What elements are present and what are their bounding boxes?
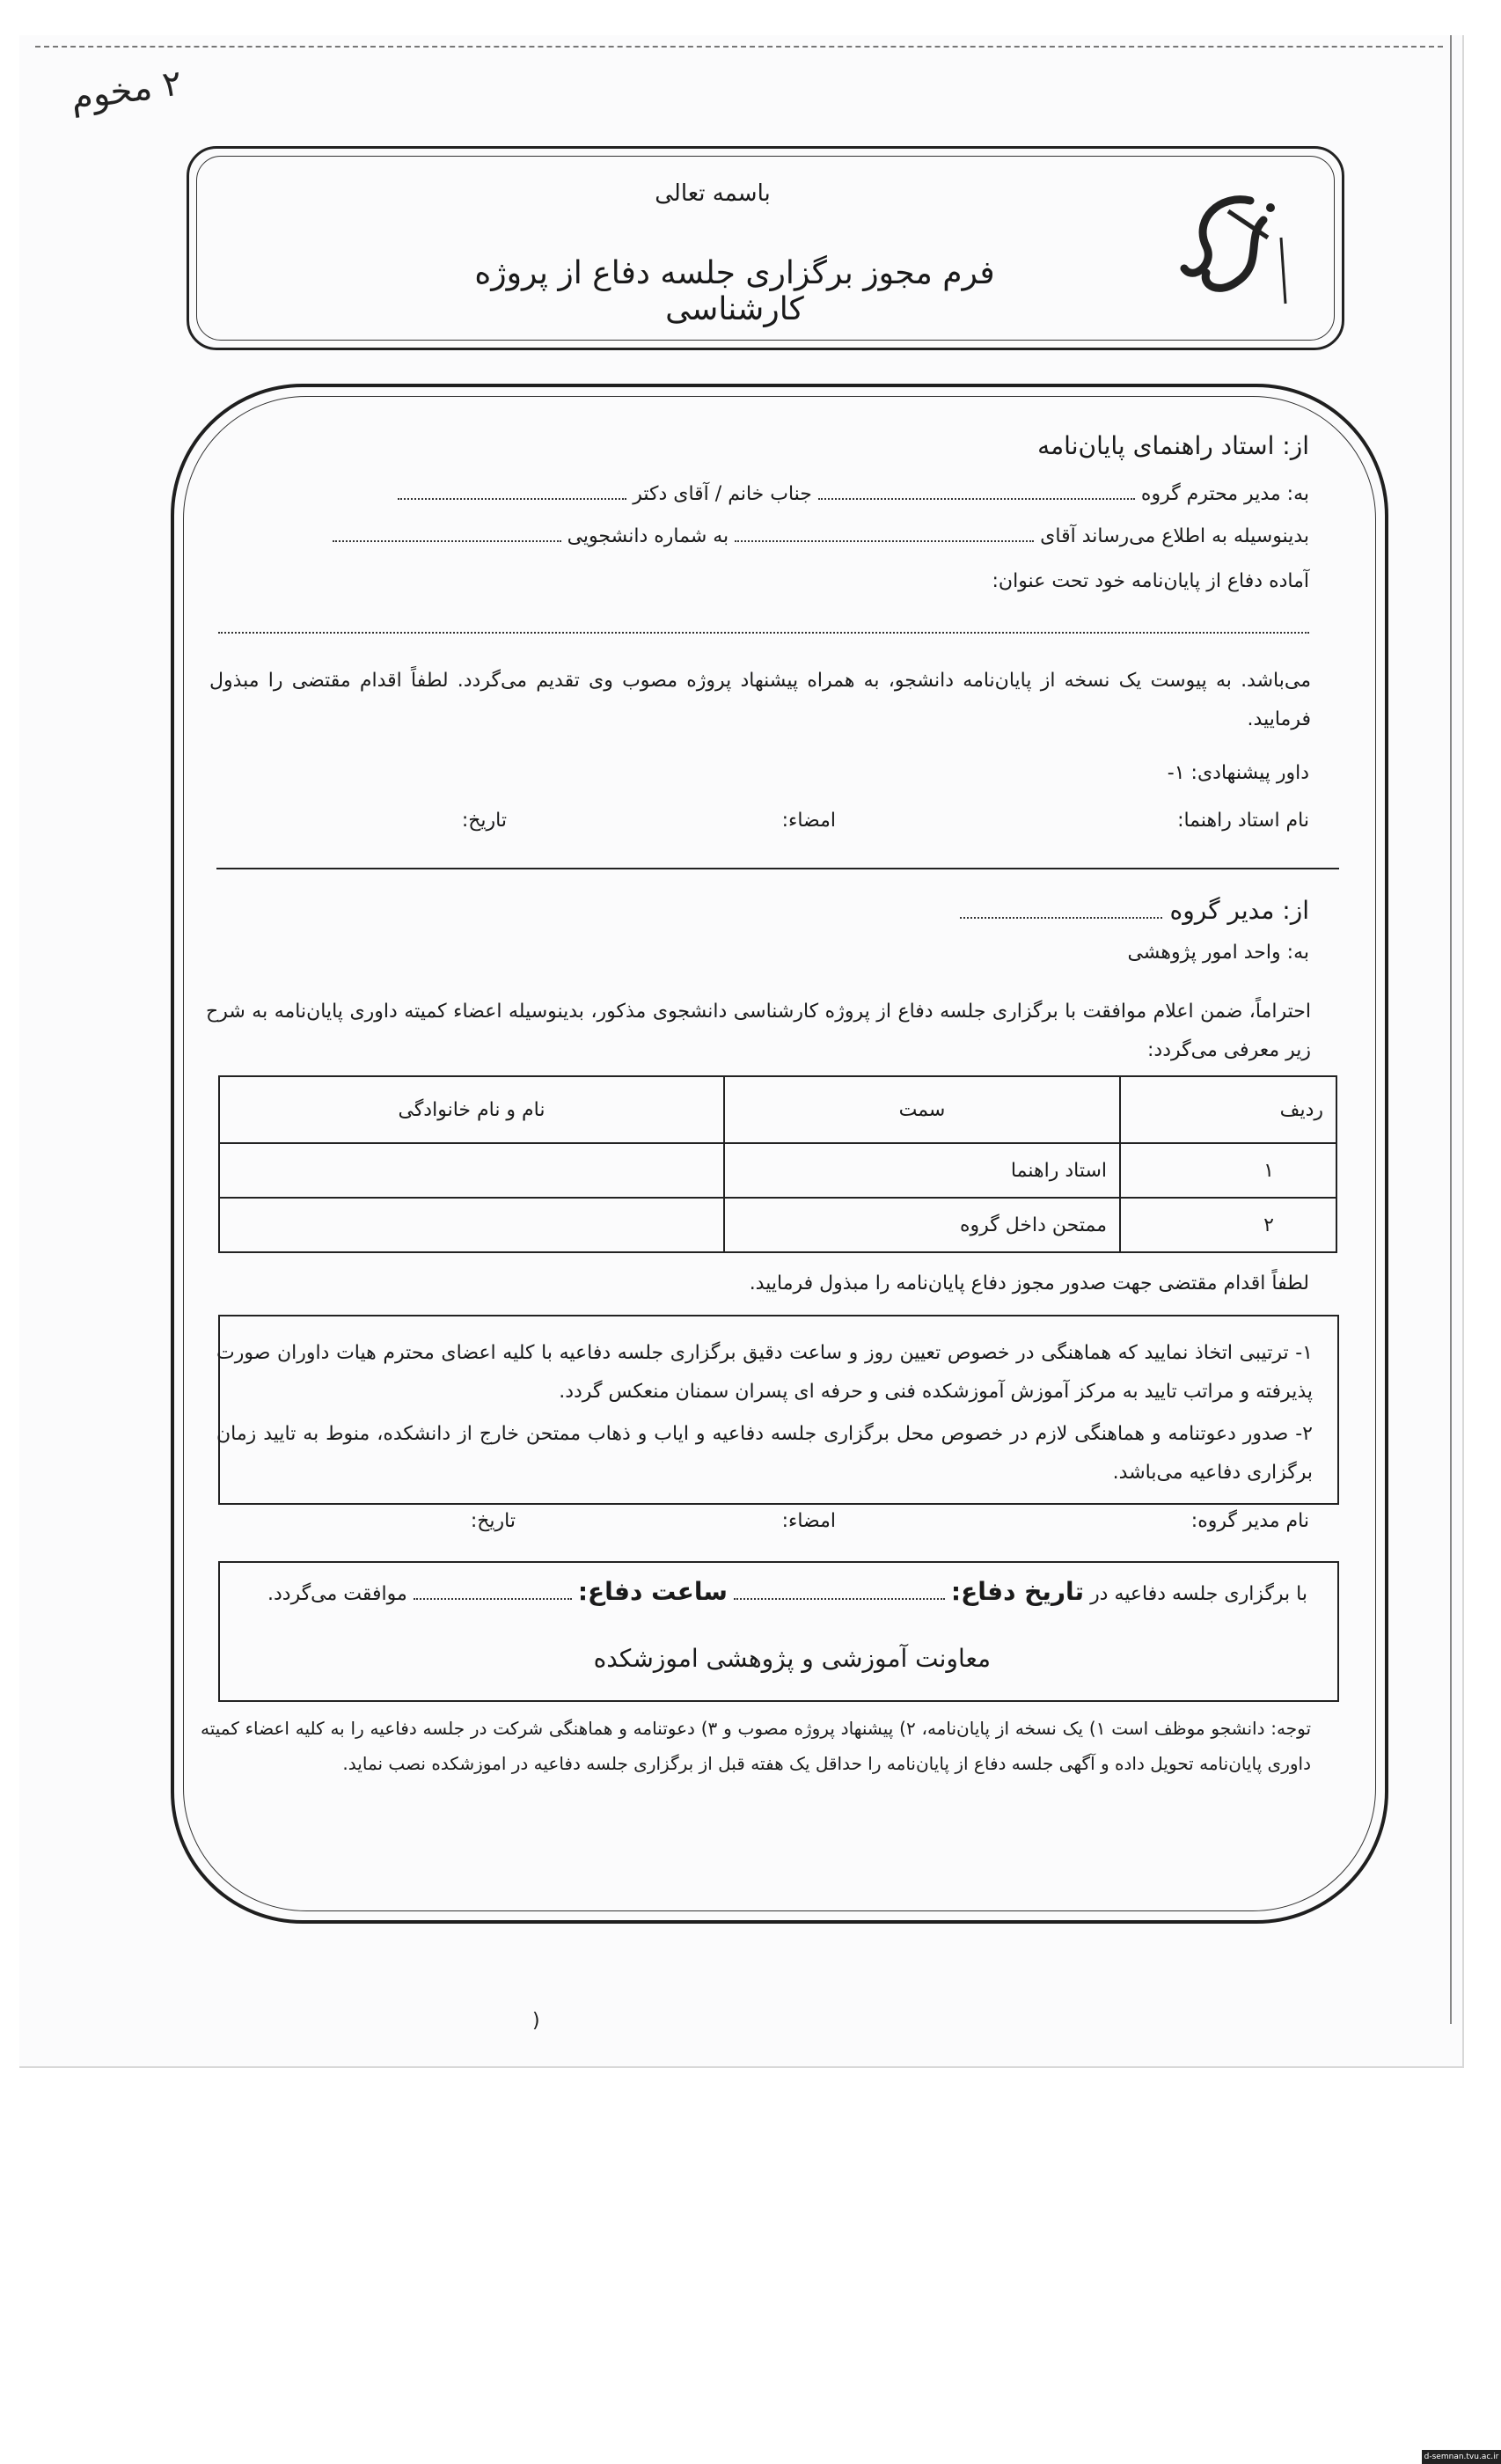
thesis-title-line xyxy=(218,616,1309,639)
approval-suffix: موافقت می‌گردد. xyxy=(267,1583,407,1605)
defense-time-label: ساعت دفاع: xyxy=(577,1577,728,1606)
referee-line xyxy=(1168,762,1309,784)
scan-artifact-line xyxy=(35,46,1443,48)
dotted-blank[interactable] xyxy=(818,482,1135,500)
referee-number: ۱- xyxy=(1167,762,1185,784)
website-watermark: d-semnan.tvu.ac.ir xyxy=(1422,2450,1501,2464)
from-manager-line xyxy=(960,896,1309,925)
university-logo-icon xyxy=(1167,185,1299,317)
defense-time-blank[interactable] xyxy=(414,1582,572,1600)
row-number: ۱ xyxy=(1120,1143,1336,1198)
deputy-signature-label: معاونت آموزشی و پژوهشی اموزشکده xyxy=(593,1644,991,1673)
inform-line xyxy=(333,524,1309,547)
from-value: مدیر گروه xyxy=(1169,896,1275,925)
manager-name-blank[interactable] xyxy=(960,901,1162,919)
to-label: به: xyxy=(1286,483,1309,505)
advisor-date-label: تاریخ: xyxy=(461,810,507,832)
row-role: ممتحن داخل گروه xyxy=(724,1198,1120,1252)
approval-prefix: با برگزاری جلسه دفاعیه در xyxy=(1090,1583,1307,1605)
scan-mark: ) xyxy=(532,2010,540,2032)
form-title: فرم مجوز برگزاری جلسه دفاع از پروژه کارشناسی xyxy=(474,255,995,327)
student-name-blank[interactable] xyxy=(735,524,1034,542)
instruction-item-2: ۲- صدور دعوتنامه و هماهنگی لازم در خصوص محل برگزاری جلسه دفاعیه و ایاب و ذهاب ممتحن خارج از دانشکده، منوط به تایید زمان برگزاری دفاعیه می‌باشد. xyxy=(216,1423,1313,1484)
defense-date-label: تاریخ دفاع: xyxy=(950,1577,1085,1606)
row-role: استاد راهنما xyxy=(724,1143,1120,1198)
from-label: از: xyxy=(1282,431,1309,460)
inform-label: بدینوسیله به اطلاع می‌رساند آقای xyxy=(1040,525,1309,547)
row-full-name-cell[interactable] xyxy=(219,1198,724,1252)
advisor-signature-label: امضاء: xyxy=(781,810,836,832)
approval-line xyxy=(267,1577,1307,1606)
row-full-name-cell[interactable] xyxy=(219,1143,724,1198)
student-number-blank[interactable] xyxy=(333,524,561,542)
group-head-signature-label: امضاء: xyxy=(781,1510,836,1532)
table-row xyxy=(219,1143,1336,1198)
ready-defense-line: آماده دفاع از پایان‌نامه خود تحت عنوان: xyxy=(992,570,1309,592)
defense-date-blank[interactable] xyxy=(734,1582,945,1600)
permit-request-line: لطفاً اقدام مقتضی جهت صدور مجوز دفاع پایان‌نامه را مبذول فرمایید. xyxy=(749,1272,1309,1294)
corner-handwritten-note: ٢ مخوم xyxy=(68,62,185,119)
to-label: به: xyxy=(1286,942,1309,964)
group-head-name-label: نام مدیر گروه: xyxy=(1190,1510,1309,1532)
table-row xyxy=(219,1198,1336,1252)
committee-table xyxy=(218,1075,1337,1253)
from-advisor-line xyxy=(1037,431,1309,460)
attachment-paragraph: می‌باشد. به پیوست یک نسخه از پایان‌نامه دانشجو، به همراه پیشنهاد پروژه مصوب وی تقدیم می‌گردد. لطفاً اقدام مقتضی را مبذول فرمایید. xyxy=(209,670,1311,730)
sir-madam-label: جناب خانم / آقای دکتر xyxy=(633,483,812,505)
section-divider xyxy=(216,868,1339,869)
student-number-label: به شماره دانشجویی xyxy=(567,525,729,547)
group-head-date-label: تاریخ: xyxy=(470,1510,516,1532)
row-number: ۲ xyxy=(1120,1198,1336,1252)
thesis-title-blank[interactable] xyxy=(218,616,1309,634)
footnote-paragraph: توجه: دانشجو موظف است ۱) یک نسخه از پایان‌نامه، ۲) پیشنهاد پروژه مصوب و ۳) دعوتنامه و هماهنگی شرکت در جلسه دفاعیه را به کلیه اعضاء کمیته داوری پایان‌نامه تحویل داده و آگهی جلسه دفاع از پایان‌نامه را حداقل یک هفته قبل از برگزاری جلسه دفاعیه در اموزشکده نصب نماید. xyxy=(201,1718,1312,1774)
to-research-line xyxy=(1127,942,1309,964)
from-label: از: xyxy=(1282,896,1309,925)
from-value: استاد راهنمای پایان‌نامه xyxy=(1037,431,1275,460)
referee-label: داور پیشنهادی: xyxy=(1190,762,1309,784)
instruction-item-1: ۱- ترتیبی اتخاذ نمایید که هماهنگی در خصوص تعیین روز و ساعت دقیق برگزاری جلسه دفاعیه با کلیه اعضای محترم هیات داوران صورت پذیرفته و مراتب تایید به مرکز آموزش آموزشکده فنی و حرفه ای پسران سمنان منعکس گردد. xyxy=(216,1342,1313,1403)
introduction-paragraph: احتراماً، ضمن اعلام موافقت با برگزاری جلسه دفاع از پروژه کارشناسی دانشجوی مذکور، بدینوسیله اعضاء کمیته داوری پایان‌نامه به شرح زیر معرفی می‌گردد: xyxy=(206,1001,1311,1061)
dotted-blank[interactable] xyxy=(398,482,626,500)
to-value: واحد امور پژوهشی xyxy=(1127,942,1281,964)
to-value: مدیر محترم گروه xyxy=(1140,483,1281,505)
to-group-manager-line xyxy=(398,482,1309,505)
scan-edge-line xyxy=(1450,35,1452,2024)
column-header-row-number: ردیف xyxy=(1120,1076,1336,1143)
column-header-role: سمت xyxy=(724,1076,1120,1143)
bismillah-heading: باسمه تعالی xyxy=(655,180,771,207)
table-header-row xyxy=(219,1076,1336,1143)
advisor-name-label: نام استاد راهنما: xyxy=(1177,810,1309,832)
column-header-full-name: نام و نام خانوادگی xyxy=(219,1076,724,1143)
